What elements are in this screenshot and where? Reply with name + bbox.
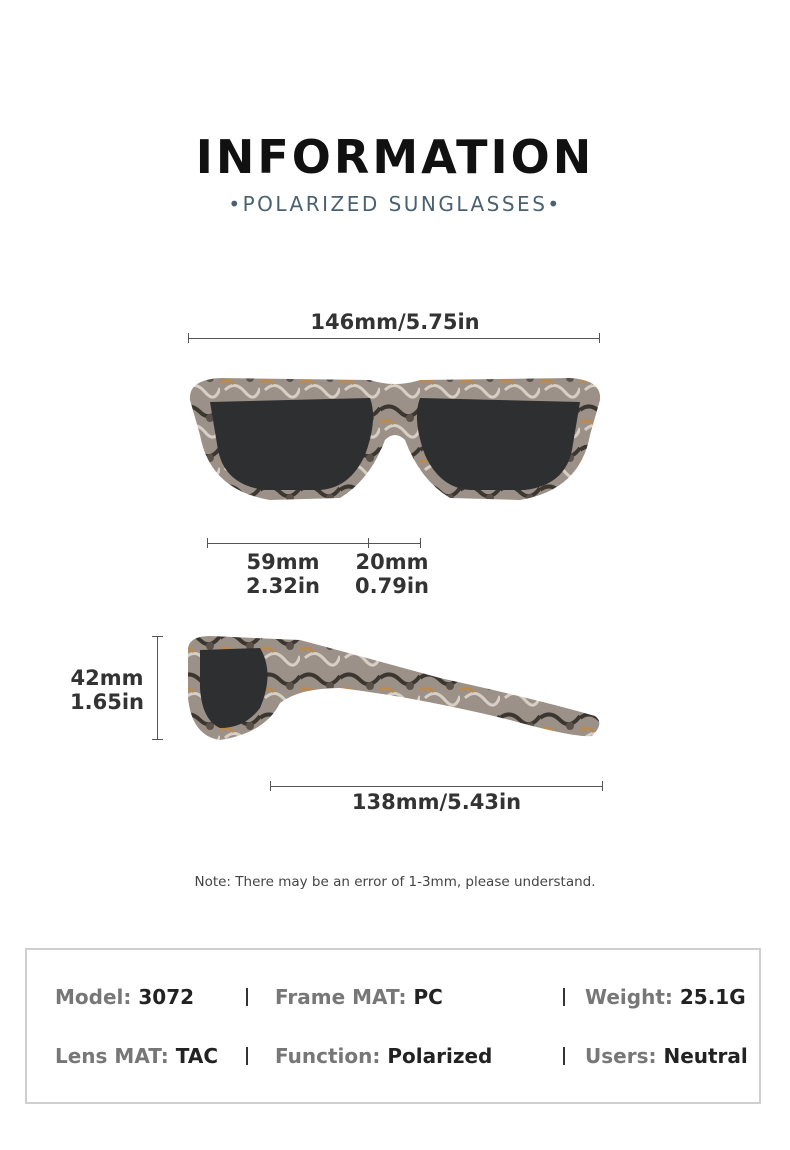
spec-lens: [55, 1044, 218, 1068]
spec-separator: [246, 988, 248, 1006]
tolerance-note: Note: There may be an error of 1-3mm, please understand.: [194, 874, 596, 890]
spec-model-value: 3072: [138, 985, 195, 1009]
spec-lens-label: Lens MAT:: [55, 1044, 169, 1068]
spec-model-label: Model:: [55, 985, 132, 1009]
spec-users-value: Neutral: [663, 1044, 748, 1068]
spec-frame-value: PC: [413, 985, 443, 1009]
page-subtitle: •POLARIZED SUNGLASSES•: [228, 192, 562, 216]
lens-height-mm: 42mm: [70, 666, 144, 690]
left-lens: [210, 398, 373, 490]
bridge-tick-right: [420, 538, 421, 548]
lens-height-line: [157, 636, 158, 740]
bridge-mm: 20mm: [355, 550, 429, 574]
lens-tick-mid: [368, 538, 369, 548]
sunglasses-side-view: [180, 628, 610, 748]
spec-function-value: Polarized: [387, 1044, 493, 1068]
spec-frame-label: Frame MAT:: [275, 985, 407, 1009]
spec-frame: [275, 985, 443, 1009]
spec-separator: [563, 1047, 565, 1065]
total-width-tick-left: [188, 333, 189, 343]
spec-users: [585, 1044, 748, 1068]
spec-function: [275, 1044, 492, 1068]
spec-model: [55, 985, 194, 1009]
right-lens: [417, 398, 580, 490]
spec-separator: [563, 988, 565, 1006]
lens-width-in: 2.32in: [246, 574, 320, 598]
lens-height-tick-top: [152, 636, 163, 637]
lens-height-in: 1.65in: [70, 690, 144, 714]
lens-width-mm: 59mm: [246, 550, 320, 574]
spec-separator: [246, 1047, 248, 1065]
total-width-tick-right: [599, 333, 600, 343]
total-width-line: [188, 338, 600, 339]
lens-bridge-line: [207, 543, 421, 544]
bridge-in: 0.79in: [355, 574, 429, 598]
spec-weight: [585, 985, 746, 1009]
spec-function-label: Function:: [275, 1044, 381, 1068]
temple-length-line: [270, 786, 603, 787]
sunglasses-front-view: [180, 360, 610, 510]
spec-weight-value: 25.1G: [679, 985, 746, 1009]
spec-lens-value: TAC: [175, 1044, 219, 1068]
lens-tick-left: [207, 538, 208, 548]
spec-weight-label: Weight:: [585, 985, 673, 1009]
temple-length-label: 138mm/5.43in: [351, 790, 522, 814]
total-width-label: 146mm/5.75in: [310, 310, 480, 334]
page-title: INFORMATION: [195, 130, 595, 184]
spec-box: [25, 948, 761, 1104]
spec-users-label: Users:: [585, 1044, 657, 1068]
lens-height-tick-bottom: [152, 739, 163, 740]
